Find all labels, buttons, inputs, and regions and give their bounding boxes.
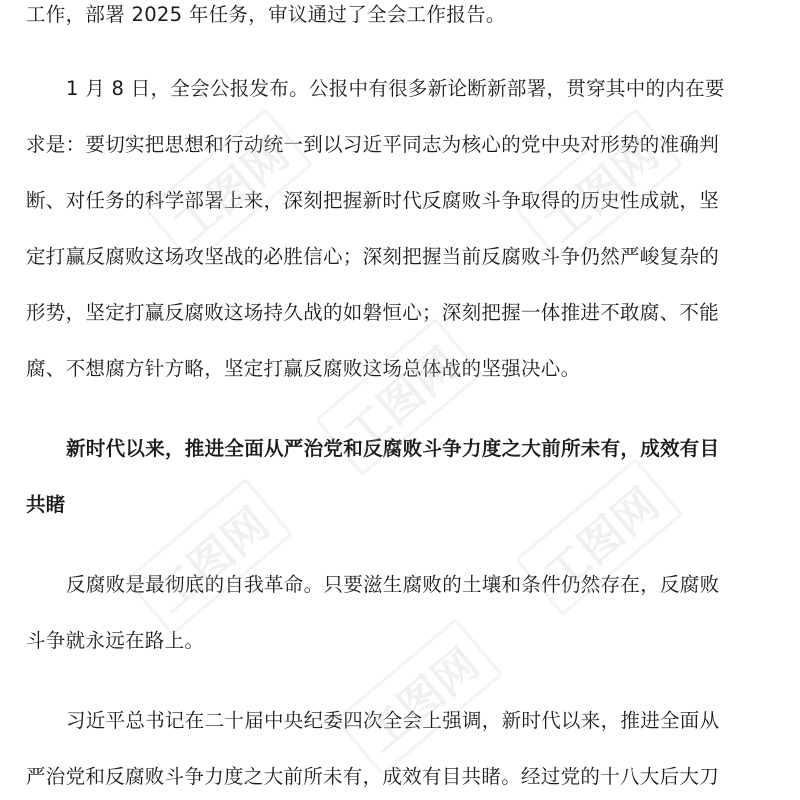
section-heading-line: 新时代以来，推进全面从严治党和反腐败斗争力度之大前所未有，成效有目: [66, 438, 720, 460]
paragraph-line: 形势，坚定打赢反腐败这场持久战的如磐恒心；深刻把握一体推进不敢腐、不能: [26, 302, 720, 324]
paragraph-line: 习近平总书记在二十届中央纪委四次全会上强调，新时代以来，推进全面从: [66, 710, 720, 732]
paragraph-line: 断、对任务的科学部署上来，深刻把握新时代反腐败斗争取得的历史性成就，坚: [26, 190, 720, 212]
paragraph-line: 求是：要切实把思想和行动统一到以习近平同志为核心的党中央对形势的准确判: [26, 134, 720, 156]
paragraph-line: 腐、不想腐方针方略，坚定打赢反腐败这场总体战的坚强决心。: [26, 358, 581, 380]
paragraph-line: 1 月 8 日，全会公报发布。公报中有很多新论断新部署，贯穿其中的内在要: [66, 78, 725, 100]
watermark: 工图网: [145, 108, 314, 266]
watermark: 工图网: [315, 318, 484, 476]
watermark: 工图网: [515, 458, 684, 616]
paragraph-line: 斗争就永远在路上。: [26, 630, 205, 652]
watermark: 工图网: [515, 108, 684, 266]
paragraph-line: 严治党和反腐败斗争力度之大前所未有，成效有目共睹。经过党的十八大后大刀: [26, 766, 720, 788]
paragraph-line: 工作，部署 2025 年任务，审议通过了全会工作报告。: [26, 4, 506, 26]
watermark: 工图网: [335, 618, 504, 776]
paragraph-line: 定打赢反腐败这场攻坚战的必胜信心；深刻把握当前反腐败斗争仍然严峻复杂的: [26, 246, 720, 268]
section-heading-line: 共睹: [26, 494, 66, 516]
watermark: 工图网: [125, 478, 294, 636]
paragraph-line: 反腐败是最彻底的自我革命。只要滋生腐败的土壤和条件仍然存在，反腐败: [66, 574, 720, 596]
